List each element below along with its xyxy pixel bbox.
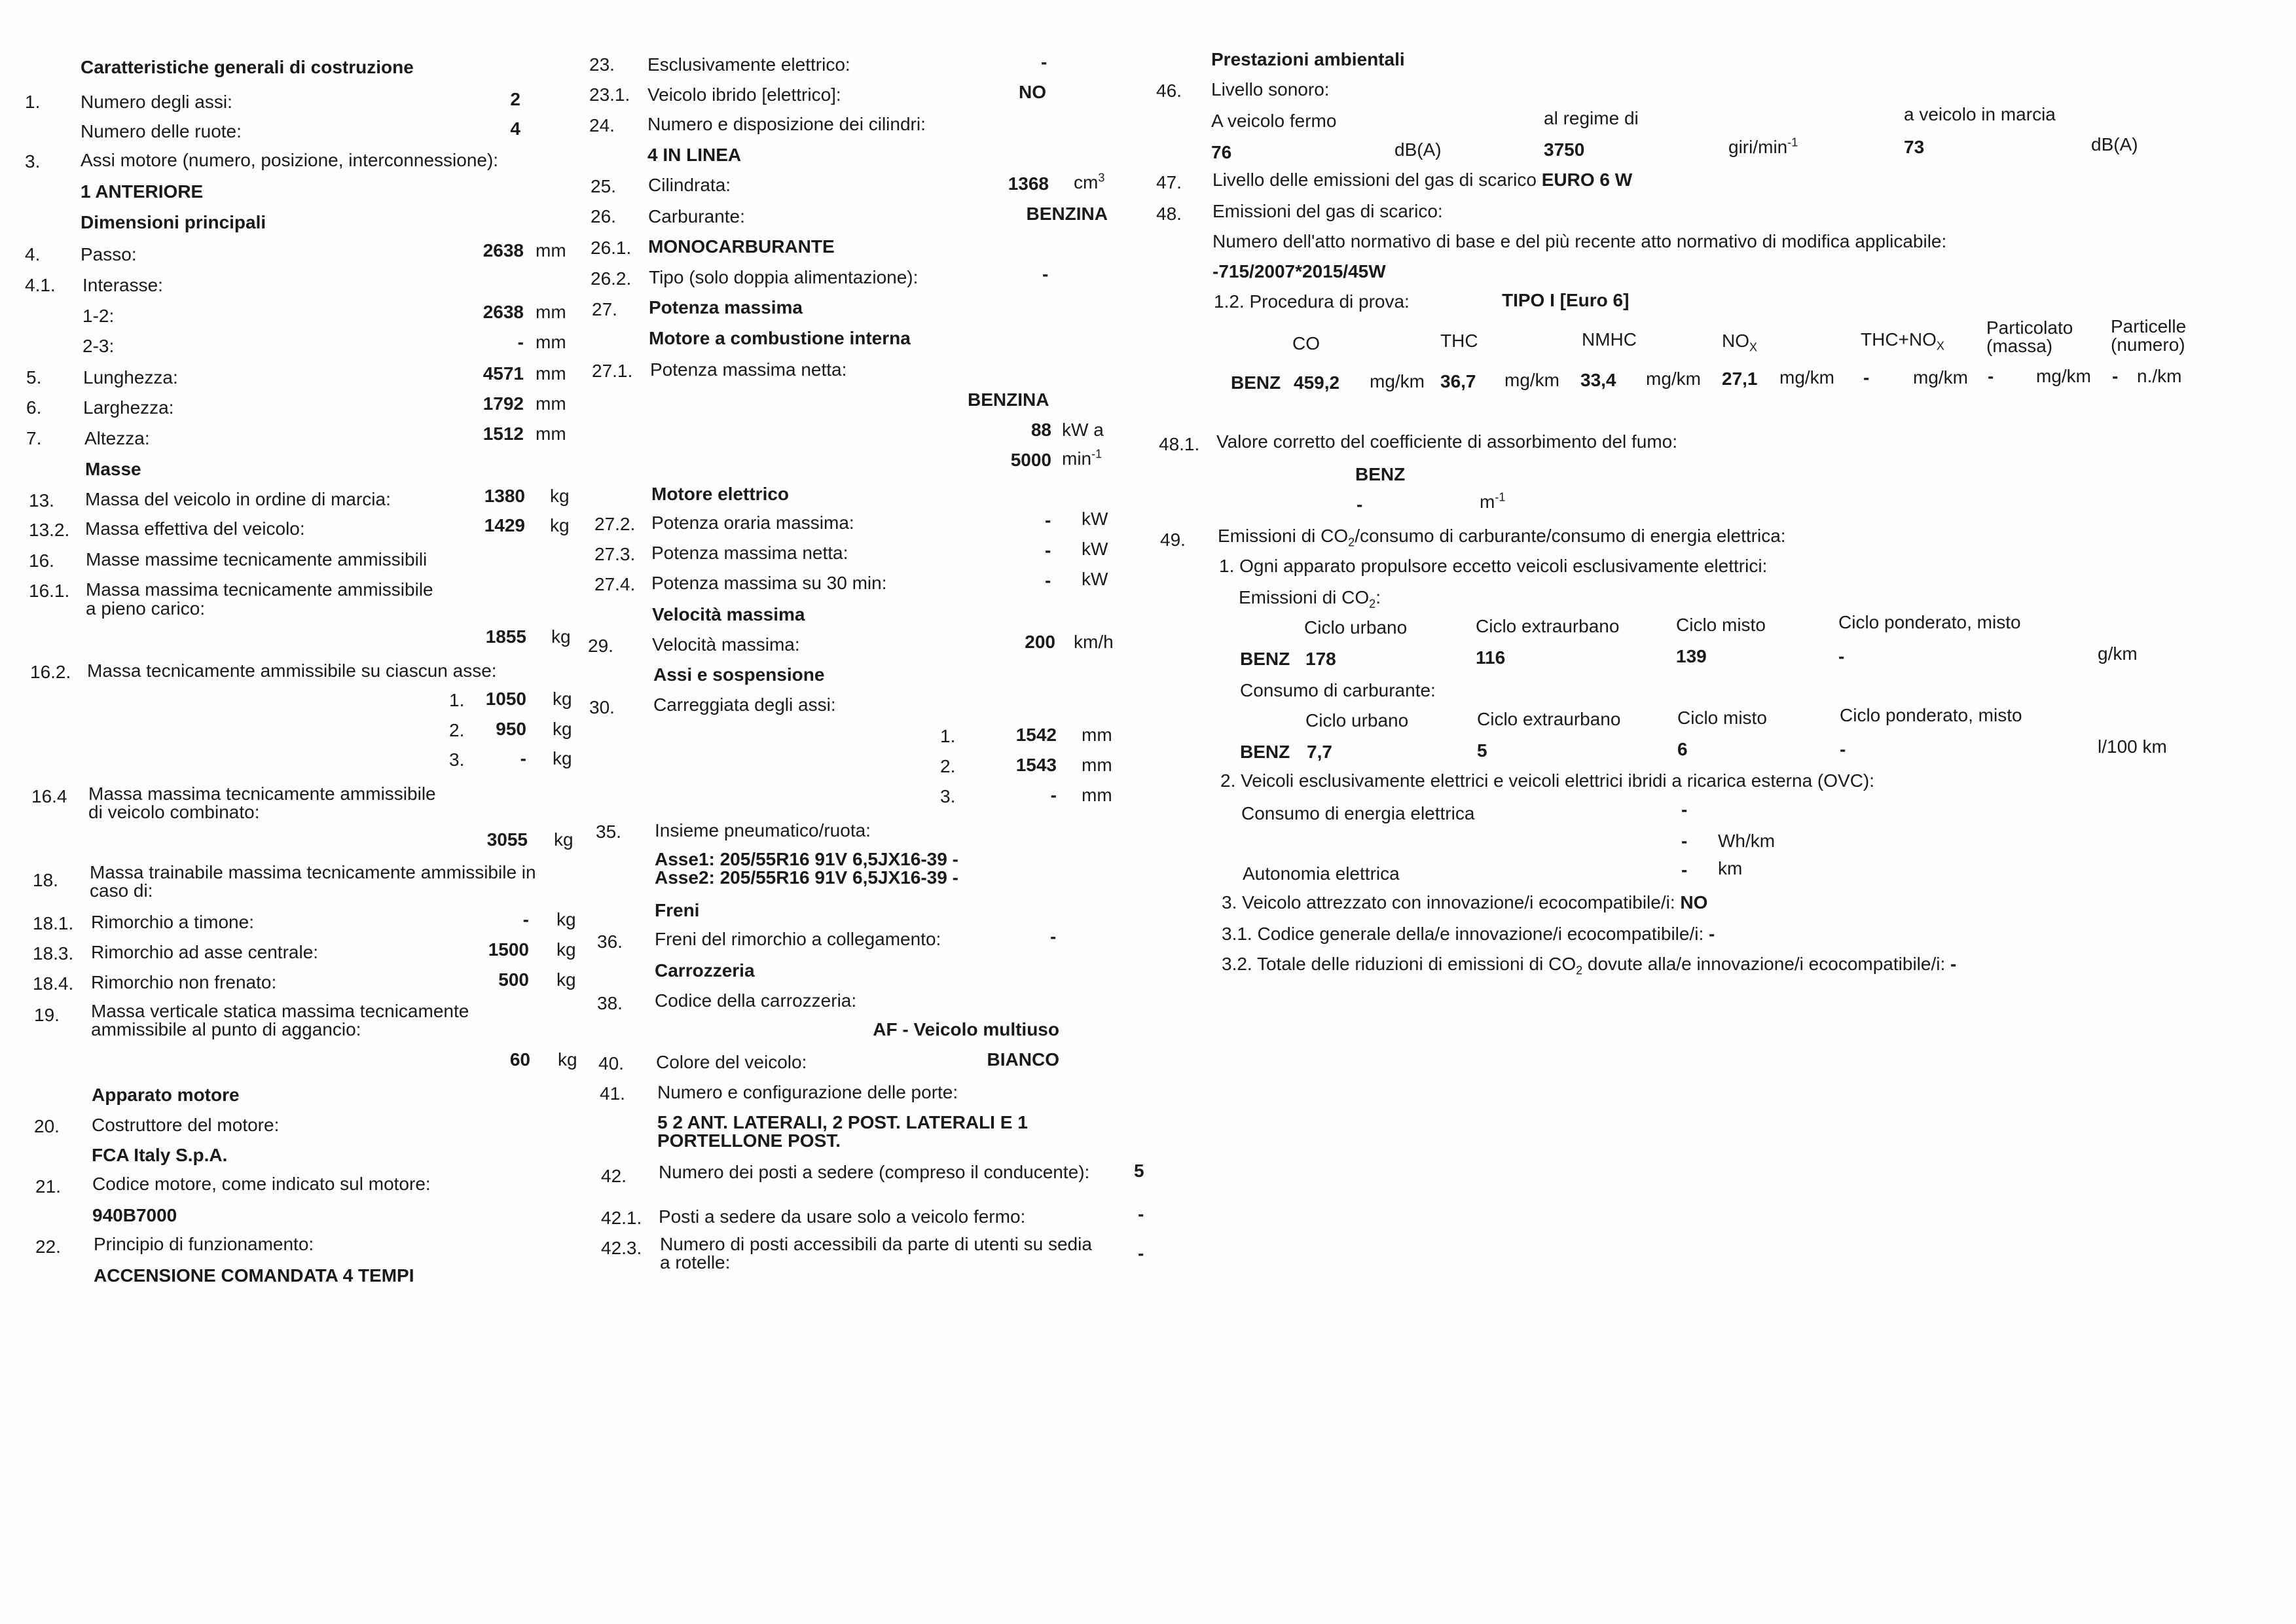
axle-unit: mm [1082, 725, 1112, 745]
axle-value: 950 [496, 719, 526, 739]
header-subscript: X [1749, 340, 1758, 354]
label-text: Emissioni di CO [1239, 587, 1370, 607]
item-number: 29. [588, 636, 613, 656]
axle-index: 3. [449, 749, 465, 770]
doors-config-line1: 5 2 ANT. LATERALI, 2 POST. LATERALI E 1 [657, 1112, 1028, 1132]
item-number: 26.2. [591, 268, 632, 289]
cycle-header-weighted: Ciclo ponderato, misto [1840, 705, 2022, 725]
item-number: 42. [601, 1166, 627, 1186]
energy-consumption-label: Consumo di energia elettrica [1241, 803, 1475, 823]
item-label: 1-2: [82, 306, 115, 326]
emissions-thc-unit: mg/km [1504, 370, 1559, 390]
item-label-cont: caso di: [90, 880, 153, 901]
emissions-nmhc-unit: mg/km [1646, 369, 1701, 389]
item-label: Potenza massima netta: [650, 359, 847, 380]
emissions-co-value: 459,2 [1294, 372, 1340, 393]
emissions-thc-value: 36,7 [1440, 371, 1476, 391]
item-label: Velocità massima: [652, 634, 800, 655]
item-number: 16. [29, 550, 54, 571]
subsection-label: 2. Veicoli esclusivamente elettrici e veicoli elettrici ibridi a ricarica esterna (OVC): [1220, 770, 1875, 791]
item-number: 48. [1156, 204, 1182, 224]
axle-unit: kg [553, 689, 572, 709]
fuel-mixed: 6 [1677, 739, 1688, 759]
energy-consumption-value-2: - [1681, 831, 1688, 851]
item-value: 1368 [1008, 173, 1049, 194]
axle-value: - [1050, 785, 1057, 805]
item-number: 46. [1156, 81, 1182, 101]
noise-rpm-unit [1728, 137, 1798, 157]
label-subscript: 2 [1576, 964, 1583, 977]
item-number: 23. [589, 54, 615, 75]
cycle-header-extra: Ciclo extraurbano [1477, 709, 1621, 729]
item-number: 5. [26, 367, 42, 388]
item-number: 18. [33, 870, 58, 890]
fuel-unit: l/100 km [2098, 736, 2167, 757]
item-unit: kg [558, 1049, 577, 1070]
item-unit: kg [556, 909, 576, 929]
item-value: 1855 [485, 626, 526, 647]
section-heading: Caratteristiche generali di costruzione [81, 57, 414, 77]
item-label: Esclusivamente elettrico: [647, 54, 850, 75]
item-number: 18.1. [33, 913, 74, 933]
smoke-fuel: BENZ [1355, 464, 1406, 484]
item-label [1218, 526, 1786, 549]
item-label: Massa massima tecnicamente ammissibile [86, 579, 433, 600]
fuel-label: BENZINA [968, 389, 1049, 410]
item-number: 27.4. [594, 574, 636, 594]
item-label: Carburante: [648, 206, 745, 226]
item-label: Massa trainabile massima tecnicamente ammissibile in [90, 862, 536, 882]
cycle-header-urban: Ciclo urbano [1304, 617, 1408, 638]
axle-value: - [520, 748, 526, 768]
co2-urban: 178 [1305, 649, 1336, 669]
emissions-header-pm-2: (massa) [1986, 336, 2053, 356]
item-unit [1074, 173, 1104, 192]
item-label: Insieme pneumatico/ruota: [655, 820, 871, 840]
unit-base: min [1062, 448, 1092, 469]
item-value: - [1042, 264, 1049, 284]
item-number: 49. [1160, 530, 1186, 550]
item-label: Principio di funzionamento: [94, 1234, 314, 1254]
item-value: AF - Veicolo multiuso [873, 1019, 1059, 1039]
co2-label [1239, 587, 1381, 611]
item-number: 42.3. [601, 1238, 642, 1258]
section-heading: Potenza massima [649, 297, 803, 317]
item-label-text: Livello delle emissioni del gas di scarico [1212, 170, 1537, 190]
item-label: Numero di posti accessibili da parte di utenti su sedia [660, 1234, 1092, 1254]
item-value: 2638 [483, 240, 524, 261]
item-value: 4571 [483, 363, 524, 384]
co2-fuel: BENZ [1240, 649, 1290, 669]
item-number: 42.1. [601, 1208, 642, 1228]
item-label: Cilindrata: [648, 175, 731, 195]
item-number: 4. [25, 244, 41, 264]
item-value: BIANCO [987, 1049, 1059, 1070]
item-label: Altezza: [84, 428, 150, 448]
section-heading: Freni [655, 900, 700, 920]
item-number: 47. [1156, 172, 1182, 192]
smoke-unit [1480, 492, 1505, 512]
item-label-cont: di veicolo combinato: [88, 802, 260, 822]
item-label: Codice della carrozzeria: [655, 990, 857, 1011]
cycle-header-weighted: Ciclo ponderato, misto [1838, 612, 2021, 632]
axle-index: 1. [940, 726, 956, 746]
item-label [1212, 170, 1632, 190]
emissions-pm-value: - [1988, 366, 1994, 386]
label-subscript: 2 [1369, 597, 1376, 611]
header-subscript: X [1936, 339, 1944, 353]
fuel-weighted: - [1840, 739, 1846, 759]
unit-superscript: -1 [1495, 490, 1506, 504]
item-unit: kg [556, 969, 576, 990]
item-unit: kW [1082, 569, 1108, 589]
regulation-label: Numero dell'atto normativo di base e del più recente atto normativo di modifica applicabile: [1212, 231, 1947, 251]
item-number: 41. [600, 1083, 625, 1104]
item-label: Rimorchio a timone: [91, 912, 254, 932]
item-number: 1. [25, 92, 41, 112]
item-number: 18.3. [33, 943, 74, 964]
item-value: 1 ANTERIORE [81, 181, 204, 202]
item-label: Massa del veicolo in ordine di marcia: [85, 489, 391, 509]
unit-base: m [1480, 492, 1495, 512]
item-unit: kW [1082, 539, 1108, 559]
item-value: FCA Italy S.p.A. [92, 1145, 228, 1165]
header-text: THC+NO [1861, 329, 1937, 350]
item-label-cont: a pieno carico: [86, 598, 206, 619]
rpm-value: 5000 [1010, 450, 1051, 470]
rpm-unit [1062, 449, 1102, 469]
emissions-header-nox [1722, 331, 1758, 354]
cycle-header-mixed: Ciclo misto [1676, 615, 1766, 635]
noise-stationary-value: 76 [1211, 142, 1232, 162]
energy-consumption-unit: Wh/km [1718, 831, 1776, 851]
item-number: 21. [35, 1176, 61, 1197]
item-number: 16.2. [30, 662, 71, 682]
eco-innovation-code-value: - [1709, 924, 1715, 944]
section-heading: Dimensioni principali [81, 212, 266, 232]
emissions-pm-unit: mg/km [2036, 366, 2091, 386]
eco-innovation-reduction-value: - [1950, 954, 1957, 974]
item-number: 16.4 [31, 786, 67, 806]
item-label: Massa massima tecnicamente ammissibile [88, 784, 436, 804]
co2-weighted: - [1838, 646, 1845, 666]
axle-unit: kg [553, 748, 572, 768]
emissions-nox-value: 27,1 [1722, 369, 1758, 389]
item-value: 5 [1134, 1161, 1144, 1181]
axle-index: 3. [940, 786, 956, 806]
label-text: dovute alla/e innovazione/i ecocompatibile/i: [1582, 954, 1946, 974]
item-number: 25. [591, 176, 616, 196]
energy-consumption-value: - [1681, 799, 1688, 820]
item-label: Masse massime tecnicamente ammissibili [86, 549, 428, 569]
noise-stationary-unit: dB(A) [1394, 139, 1442, 160]
item-number: 4.1. [25, 275, 56, 295]
item-label: Passo: [81, 244, 137, 264]
item-value: - [1138, 1243, 1144, 1263]
emissions-nox-unit: mg/km [1779, 367, 1834, 388]
test-procedure-label: 1.2. Procedura di prova: [1214, 291, 1410, 312]
label-text: 3. Veicolo attrezzato con innovazione/i ecocompatibile/i: [1222, 892, 1675, 912]
item-value: 2638 [483, 302, 524, 322]
noise-driving-unit: dB(A) [2091, 134, 2138, 154]
item-value: 60 [509, 1049, 530, 1070]
label-text: Emissioni di CO [1218, 526, 1349, 546]
item-unit: kg [554, 829, 574, 850]
item-label: Valore corretto del coefficiente di assorbimento del fumo: [1216, 431, 1678, 452]
item-label: Numero dei posti a sedere (compreso il conducente): [659, 1162, 1090, 1182]
item-label: Costruttore del motore: [92, 1115, 280, 1135]
item-value: - [1045, 570, 1051, 590]
unit-base: giri/min [1728, 137, 1788, 157]
item-unit: mm [536, 424, 566, 444]
item-value: - [517, 332, 524, 352]
item-value: NO [1019, 82, 1046, 102]
eco-innovation-code-label [1222, 924, 1715, 944]
emissions-co-unit: mg/km [1370, 371, 1425, 391]
item-value: MONOCARBURANTE [648, 236, 835, 257]
tyre-axle1: Asse1: 205/55R16 91V 6,5JX16-39 - [655, 849, 958, 869]
noise-driving-label: a veicolo in marcia [1904, 104, 2056, 124]
item-value: - [1045, 540, 1051, 560]
item-value: 2 [510, 89, 520, 109]
item-label: Posti a sedere da usare solo a veicolo fermo: [659, 1206, 1026, 1227]
item-label: Massa verticale statica massima tecnicamente [91, 1001, 469, 1021]
emissions-thcnox-unit: mg/km [1913, 367, 1968, 388]
item-label-cont: ammissibile al punto di aggancio: [91, 1019, 361, 1039]
item-number: 16.1. [29, 581, 70, 601]
cycle-header-extra: Ciclo extraurbano [1476, 616, 1620, 636]
unit-base: cm [1074, 172, 1099, 192]
noise-rpm-value: 3750 [1544, 139, 1585, 160]
item-value: - [1041, 52, 1048, 72]
item-label: Potenza massima su 30 min: [651, 573, 887, 593]
item-value: 940B7000 [92, 1205, 177, 1225]
axle-unit: kg [553, 719, 572, 739]
item-number: 27.1. [592, 361, 633, 381]
item-unit: kW [1082, 509, 1108, 529]
item-number: 24. [589, 115, 615, 135]
item-unit: mm [536, 240, 566, 261]
cycle-header-urban: Ciclo urbano [1305, 710, 1409, 731]
unit-superscript: 3 [1098, 171, 1105, 185]
item-number: 13.2. [29, 520, 70, 540]
co2-extra: 116 [1476, 647, 1506, 668]
item-label: Potenza massima netta: [651, 543, 848, 563]
item-label: Massa tecnicamente ammissibile su ciascun asse: [87, 660, 497, 681]
item-number: 19. [34, 1005, 60, 1025]
cycle-header-mixed: Ciclo misto [1677, 708, 1767, 728]
emissions-header-pn: Particelle [2111, 316, 2187, 336]
item-value: 1792 [483, 393, 524, 414]
item-unit: km/h [1074, 632, 1114, 652]
fuel-urban: 7,7 [1307, 742, 1332, 762]
noise-driving-value: 73 [1904, 137, 1925, 157]
item-value: 200 [1025, 632, 1055, 652]
item-label: Numero e disposizione dei cilindri: [647, 114, 926, 134]
header-text: NO [1722, 331, 1749, 351]
item-label: Larghezza: [83, 397, 174, 418]
section-heading: Masse [85, 459, 141, 479]
co2-unit: g/km [2098, 643, 2138, 664]
subsection-label: 1. Ogni apparato propulsore eccetto veicoli esclusivamente elettrici: [1219, 556, 1768, 576]
item-label: Numero delle ruote: [81, 121, 242, 141]
item-value: ACCENSIONE COMANDATA 4 TEMPI [94, 1265, 414, 1286]
axle-unit: mm [1082, 785, 1112, 805]
item-label: Assi motore (numero, posizione, interconnessione): [81, 150, 499, 170]
item-value: - [1045, 510, 1051, 530]
axle-value: 1050 [485, 689, 526, 709]
unit-superscript: -1 [1787, 135, 1798, 149]
axle-unit: mm [1082, 755, 1112, 775]
item-label: Massa effettiva del veicolo: [85, 518, 305, 539]
section-heading: Carrozzeria [655, 960, 755, 981]
item-value: 4 IN LINEA [647, 145, 742, 165]
emissions-header-pn-2: (numero) [2111, 334, 2185, 355]
section-heading: Velocità massima [652, 604, 805, 624]
emissions-header-thc: THC [1440, 331, 1478, 351]
item-unit: kg [551, 626, 571, 647]
item-number: 7. [26, 428, 42, 448]
item-label: Carreggiata degli assi: [653, 695, 836, 715]
item-value: - [1050, 926, 1057, 947]
fuel-consumption-label: Consumo di carburante: [1240, 680, 1436, 700]
item-label: Potenza oraria massima: [651, 513, 854, 533]
item-label: Rimorchio ad asse centrale: [91, 942, 319, 962]
item-number: 22. [35, 1236, 61, 1257]
tyre-axle2: Asse2: 205/55R16 91V 6,5JX16-39 - [655, 867, 958, 888]
emissions-pn-value: - [2112, 366, 2119, 386]
item-label: Livello sonoro: [1211, 79, 1330, 99]
item-unit: kg [550, 515, 570, 535]
item-value: - [522, 909, 529, 929]
item-label: Numero e configurazione delle porte: [657, 1082, 958, 1102]
item-unit: mm [536, 302, 566, 322]
axle-value: 1543 [1015, 755, 1057, 775]
item-number: 26. [591, 206, 616, 226]
fuel-fuel: BENZ [1240, 742, 1290, 762]
axle-index: 2. [449, 720, 465, 740]
item-value: 4 [510, 118, 520, 139]
item-number: 23.1. [589, 84, 630, 105]
power-unit: kW a [1062, 420, 1104, 440]
item-value: 3055 [486, 829, 528, 850]
item-number: 13. [29, 490, 54, 511]
electric-range-label: Autonomia elettrica [1243, 863, 1400, 884]
item-value: - [1138, 1204, 1144, 1224]
item-label: 2-3: [82, 336, 115, 356]
item-unit: mm [536, 363, 566, 384]
doors-config-line2: PORTELLONE POST. [657, 1130, 841, 1151]
item-label-cont: a rotelle: [660, 1252, 731, 1272]
label-text: 3.2. Totale delle riduzioni di emissioni di CO [1222, 954, 1576, 974]
item-value: EURO 6 W [1541, 170, 1633, 190]
item-value: 1512 [483, 424, 524, 444]
emissions-thcnox-value: - [1863, 367, 1870, 388]
section-heading: Assi e sospensione [653, 664, 825, 685]
item-label: Lunghezza: [83, 367, 178, 388]
item-value: 1500 [488, 939, 529, 960]
label-text: : [1376, 587, 1381, 607]
item-label: Emissioni del gas di scarico: [1212, 201, 1443, 221]
item-number: 3. [25, 151, 41, 171]
label-subscript: 2 [1348, 535, 1355, 549]
noise-stationary-label: A veicolo fermo [1211, 111, 1337, 131]
smoke-value: - [1357, 494, 1363, 514]
item-number: 48.1. [1159, 434, 1200, 454]
unit-superscript: -1 [1091, 447, 1102, 461]
item-label: Rimorchio non frenato: [91, 972, 277, 992]
emissions-header-thcnox [1861, 329, 1944, 353]
item-number: 35. [596, 821, 621, 842]
item-value: 1429 [484, 515, 525, 535]
electric-range-unit: km [1718, 858, 1743, 878]
eco-innovation-value: NO [1680, 892, 1708, 912]
item-label: Colore del veicolo: [656, 1052, 807, 1072]
emissions-header-co: CO [1292, 333, 1320, 353]
label-text: /consumo di carburante/consumo di energia elettrica: [1355, 526, 1786, 546]
item-number: 27. [592, 299, 617, 319]
co2-mixed: 139 [1676, 646, 1707, 666]
noise-rpm-label: al regime di [1544, 108, 1639, 128]
label-text: 3.1. Codice generale della/e innovazione/i ecocompatibile/i: [1222, 924, 1704, 944]
item-unit: mm [536, 332, 566, 352]
section-heading: Motore a combustione interna [649, 328, 911, 348]
axle-index: 2. [940, 756, 956, 776]
item-label: Veicolo ibrido [elettrico]: [647, 84, 841, 105]
section-heading: Apparato motore [92, 1085, 240, 1105]
eco-innovation-reduction-label [1222, 954, 1957, 977]
item-label: Codice motore, come indicato sul motore: [92, 1174, 431, 1194]
item-value: BENZINA [1026, 204, 1108, 224]
item-unit: kg [550, 486, 570, 506]
electric-range-value: - [1681, 859, 1688, 880]
emissions-pn-unit: n./km [2137, 366, 2182, 386]
eco-innovation-label [1222, 893, 1707, 912]
item-number: 18.4. [33, 973, 74, 994]
fuel-extra: 5 [1477, 740, 1487, 761]
axle-index: 1. [449, 690, 465, 710]
item-label: Numero degli assi: [81, 92, 232, 112]
item-number: 6. [26, 397, 42, 418]
section-heading: Motore elettrico [651, 484, 790, 504]
item-number: 38. [597, 993, 623, 1013]
item-label: Tipo (solo doppia alimentazione): [649, 267, 919, 287]
regulation-value: -715/2007*2015/45W [1212, 261, 1386, 281]
item-value: 1380 [484, 486, 525, 506]
emissions-nmhc-value: 33,4 [1580, 370, 1616, 390]
emissions-fuel: BENZ [1231, 372, 1281, 393]
emissions-header-nmhc: NMHC [1582, 329, 1637, 350]
test-procedure-value: TIPO I [Euro 6] [1502, 290, 1630, 310]
axle-value: 1542 [1015, 725, 1057, 745]
item-number: 27.3. [594, 544, 636, 564]
emissions-header-pm: Particolato [1986, 317, 2073, 338]
item-unit: kg [556, 939, 576, 960]
item-unit: mm [536, 393, 566, 414]
section-heading: Prestazioni ambientali [1211, 49, 1405, 69]
item-label: Interasse: [82, 275, 163, 295]
item-number: 36. [597, 931, 623, 952]
item-number: 40. [598, 1053, 624, 1074]
power-value: 88 [1030, 420, 1051, 440]
item-number: 20. [34, 1116, 60, 1136]
item-number: 27.2. [594, 514, 636, 534]
item-number: 26.1. [591, 238, 632, 258]
item-number: 30. [589, 697, 615, 717]
item-value: 500 [498, 969, 529, 990]
item-label: Freni del rimorchio a collegamento: [655, 929, 941, 949]
